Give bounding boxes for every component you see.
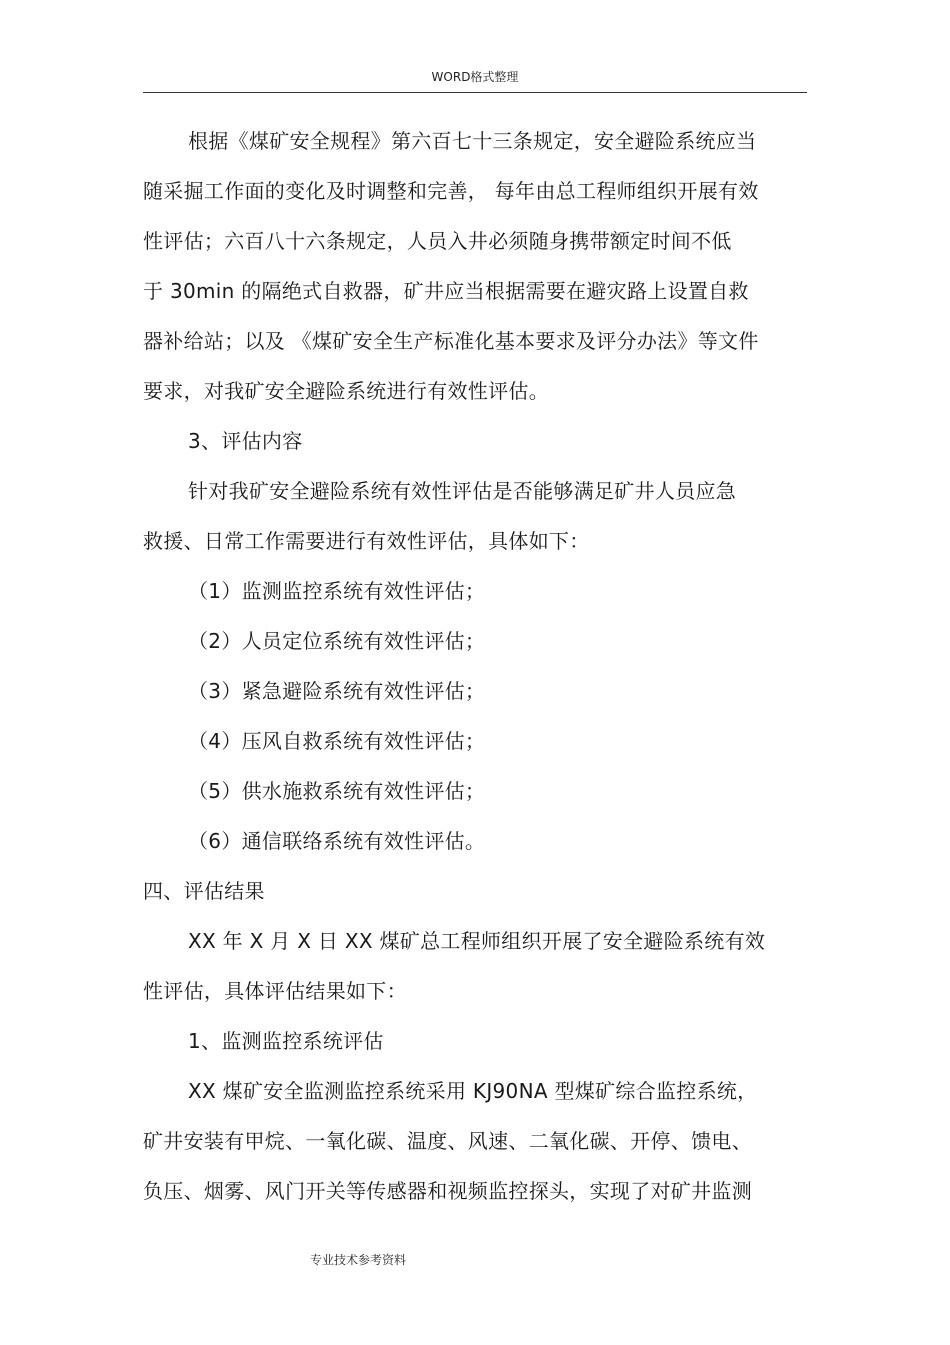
body-line-6: 要求，对我矿安全避险系统进行有效性评估。: [143, 379, 549, 403]
list-item-6: （6）通信联络系统有效性评估。: [188, 829, 486, 853]
body-line-1: 根据《煤矿安全规程》第六百七十三条规定，安全避险系统应当: [188, 129, 757, 153]
body-line-7: 针对我矿安全避险系统有效性评估是否能够满足矿井人员应急: [188, 479, 737, 503]
list-item-5: （5）供水施救系统有效性评估；: [188, 779, 486, 803]
section-heading-3: 3、评估内容: [188, 429, 303, 453]
body-line-12: 矿井安装有甲烷、一氧化碳、温度、风速、二氧化碳、开停、馈电、: [143, 1129, 752, 1153]
body-line-4: 于 30min 的隔绝式自救器，矿井应当根据需要在避灾路上设置自救: [143, 279, 749, 303]
header-divider: [143, 92, 807, 93]
list-item-2: （2）人员定位系统有效性评估；: [188, 629, 486, 653]
body-line-11: XX 煤矿安全监测监控系统采用 KJ90NA 型煤矿综合监控系统，: [188, 1079, 758, 1103]
body-line-9: XX 年 X 月 X 日 XX 煤矿总工程师组织开展了安全避险系统有效: [188, 929, 766, 953]
section-heading-4: 四、评估结果: [143, 879, 265, 903]
list-item-4: （4）压风自救系统有效性评估；: [188, 729, 486, 753]
list-item-1: （1）监测监控系统有效性评估；: [188, 579, 486, 603]
body-line-3: 性评估；六百八十六条规定，人员入井必须随身携带额定时间不低: [143, 229, 732, 253]
body-line-8: 救援、日常工作需要进行有效性评估，具体如下：: [143, 529, 590, 553]
body-line-10: 性评估，具体评估结果如下：: [143, 979, 407, 1003]
body-line-13: 负压、烟雾、风门开关等传感器和视频监控探头，实现了对矿井监测: [143, 1179, 752, 1203]
page-footer: 专业技术参考资料: [310, 1253, 407, 1267]
page-header: WORD格式整理: [431, 70, 519, 84]
list-item-3: （3）紧急避险系统有效性评估；: [188, 679, 486, 703]
body-line-2: 随采掘工作面的变化及时调整和完善， 每年由总工程师组织开展有效: [143, 179, 759, 203]
body-line-5: 器补给站；以及 《煤矿安全生产标准化基本要求及评分办法》等文件: [143, 329, 759, 353]
subsection-heading-1: 1、监测监控系统评估: [188, 1029, 384, 1053]
